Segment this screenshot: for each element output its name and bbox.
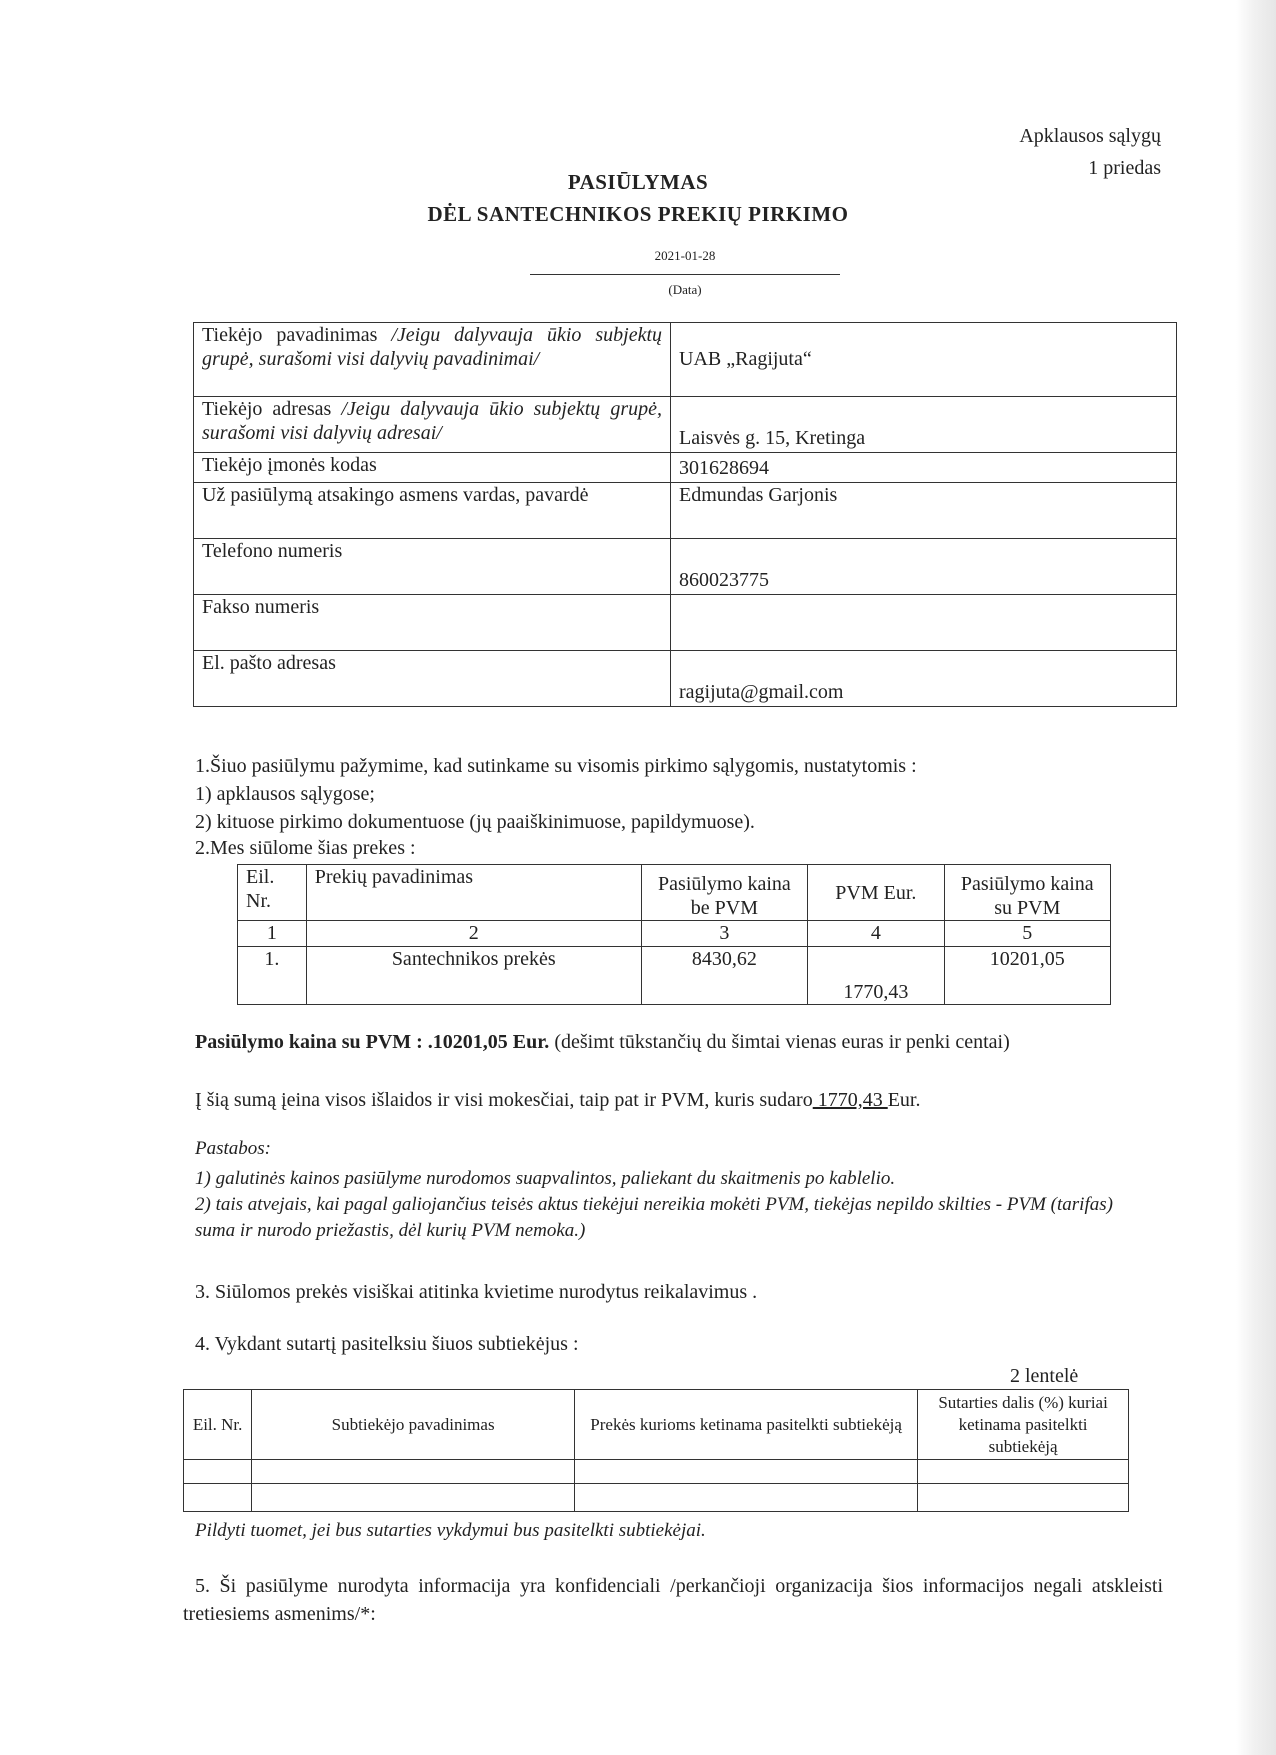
goods-table (237, 864, 1111, 1005)
section1-item1: 1) apklausos sąlygose; (195, 783, 375, 805)
scan-edge-shadow (1236, 0, 1276, 1755)
goods-number-row (238, 921, 1111, 947)
notes-item2: 2) tais atvejais, kai pagal galiojančius teisės aktus tiekėjui nereikia mokėti PVM, tiekėjas nepildo skilties - PVM (tarifas) suma ir nurodo priežastis, dėl kurių PVM nemoka.) (195, 1194, 1113, 1241)
price-includes-currency: Eur. (887, 1089, 921, 1111)
document-subtitle: DĖL SANTECHNIKOS PREKIŲ PIRKIMO (427, 202, 849, 226)
supplier-address-row (194, 397, 1177, 453)
notes-item1: 1) galutinės kainos pasiūlyme nurodomos suapvalintos, paliekant du skaitmenis po kablelio. (195, 1168, 896, 1189)
goods-header-name: Prekių pavadinimas (306, 865, 641, 921)
supplier-address-value: Laisvės g. 15, Kretinga (671, 397, 1177, 453)
goods-col-number: 2 (306, 921, 641, 947)
section2-intro: 2.Mes siūlome šias prekes : (195, 837, 416, 859)
goods-header-total: Pasiūlymo kaina su PVM (944, 865, 1110, 921)
supplier-code-row (194, 453, 1177, 483)
section1-intro: 1.Šiuo pasiūlymu pažymime, kad sutinkame su visomis pirkimo sąlygomis, nustatytomis : (195, 755, 917, 777)
subcontractor-header-goods: Prekės kurioms ketinama pasitelkti subtiekėją (575, 1390, 918, 1460)
subcontractor-header-name: Subtiekėjo pavadinimas (252, 1390, 575, 1460)
table-row (238, 947, 1111, 1005)
email-value: ragijuta@gmail.com (671, 651, 1177, 707)
subcontractor-header-share: Sutarties dalis (%) kuriai ketinama pasitelkti subtiekėją (918, 1390, 1129, 1460)
notes-title: Pastabos: (195, 1138, 271, 1159)
price-includes-text: Į šią sumą įeina visos išlaidos ir visi mokesčiai, taip pat ir PVM, kuris sudaro (195, 1089, 813, 1111)
table-row (184, 1484, 1129, 1512)
goods-header-vat: PVM Eur. (808, 865, 944, 921)
date-label: (Data) (668, 282, 702, 297)
goods-header-no: Eil. Nr. (238, 865, 307, 921)
section5-text: 5. Ši pasiūlyme nurodyta informacija yra konfidenciali /perkančioji organizacija šios informacijos negali atskleisti tretiesiems asmenims/*: (183, 1575, 1163, 1625)
supplier-name-hint: /Jeigu dalyvauja ūkio subjektų grupė, surašomi visi dalyvių pavadinimai/ (202, 324, 662, 370)
supplier-address-label: Tiekėjo adresas (202, 398, 342, 420)
price-statement (195, 1028, 1155, 1056)
contact-person-label: Už pasiūlymą atsakingo asmens vardas, pavardė (194, 483, 671, 539)
date-value: 2021-01-28 (654, 248, 716, 263)
subcontractor-table-label: 2 lentelė (1010, 1365, 1079, 1387)
email-row (194, 651, 1177, 707)
fax-value (671, 595, 1177, 651)
email-label: El. pašto adresas (194, 651, 671, 707)
supplier-code-value: 301628694 (671, 453, 1177, 483)
document-title: PASIŪLYMAS (567, 170, 709, 194)
price-total-bold: Pasiūlymo kaina su PVM : .10201,05 Eur. (195, 1031, 550, 1053)
section3-text: 3. Siūlomos prekės visiškai atitinka kvietime nurodytus reikalavimus . (195, 1281, 758, 1303)
price-includes-vat: 1770,43 (812, 1089, 888, 1111)
supplier-code-label: Tiekėjo įmonės kodas (194, 453, 671, 483)
contact-person-value: Edmundas Garjonis (671, 483, 1177, 539)
phone-label: Telefono numeris (194, 539, 671, 595)
contact-person-row (194, 483, 1177, 539)
subcontractor-header-row (184, 1390, 1129, 1460)
section1-item2: 2) kituose pirkimo dokumentuose (jų paaiškinimuose, papildymuose). (195, 811, 755, 833)
goods-col-number: 1 (238, 921, 307, 947)
goods-row-no: 1. (238, 947, 307, 1005)
supplier-name-value: UAB „Ragijuta“ (671, 323, 1177, 397)
supplier-address-hint: /Jeigu dalyvauja ūkio subjektų grupė, surašomi visi dalyvių adresai/ (202, 398, 662, 444)
goods-col-number: 4 (808, 921, 944, 947)
goods-col-number: 3 (641, 921, 807, 947)
subcontractor-table (183, 1389, 1129, 1512)
phone-value: 860023775 (671, 539, 1177, 595)
section4-intro: 4. Vykdant sutartį pasitelksiu šiuos subtiekėjus : (195, 1333, 579, 1355)
fax-row (194, 595, 1177, 651)
goods-row-name: Santechnikos prekės (306, 947, 641, 1005)
goods-col-number: 5 (944, 921, 1110, 947)
subcontractor-note: Pildyti tuomet, jei bus sutarties vykdymui bus pasitelkti subtiekėjai. (195, 1520, 706, 1541)
fax-label: Fakso numeris (194, 595, 671, 651)
annex-label: Apklausos sąlygų 1 priedas (1019, 125, 1161, 179)
goods-header-price: Pasiūlymo kaina be PVM (641, 865, 807, 921)
goods-row-price: 8430,62 (641, 947, 807, 1005)
price-includes (195, 1086, 1155, 1114)
supplier-name-label: Tiekėjo pavadinimas (202, 324, 392, 346)
table-row (184, 1460, 1129, 1484)
date-line (530, 274, 840, 275)
phone-row (194, 539, 1177, 595)
subcontractor-header-no: Eil. Nr. (184, 1390, 252, 1460)
goods-row-total: 10201,05 (944, 947, 1110, 1005)
goods-row-vat: 1770,43 (808, 947, 944, 1005)
supplier-name-row (194, 323, 1177, 397)
goods-header-row (238, 865, 1111, 921)
supplier-table (193, 322, 1177, 707)
price-in-words: (dešimt tūkstančių du šimtai vienas euras ir penki centai) (549, 1031, 1010, 1053)
